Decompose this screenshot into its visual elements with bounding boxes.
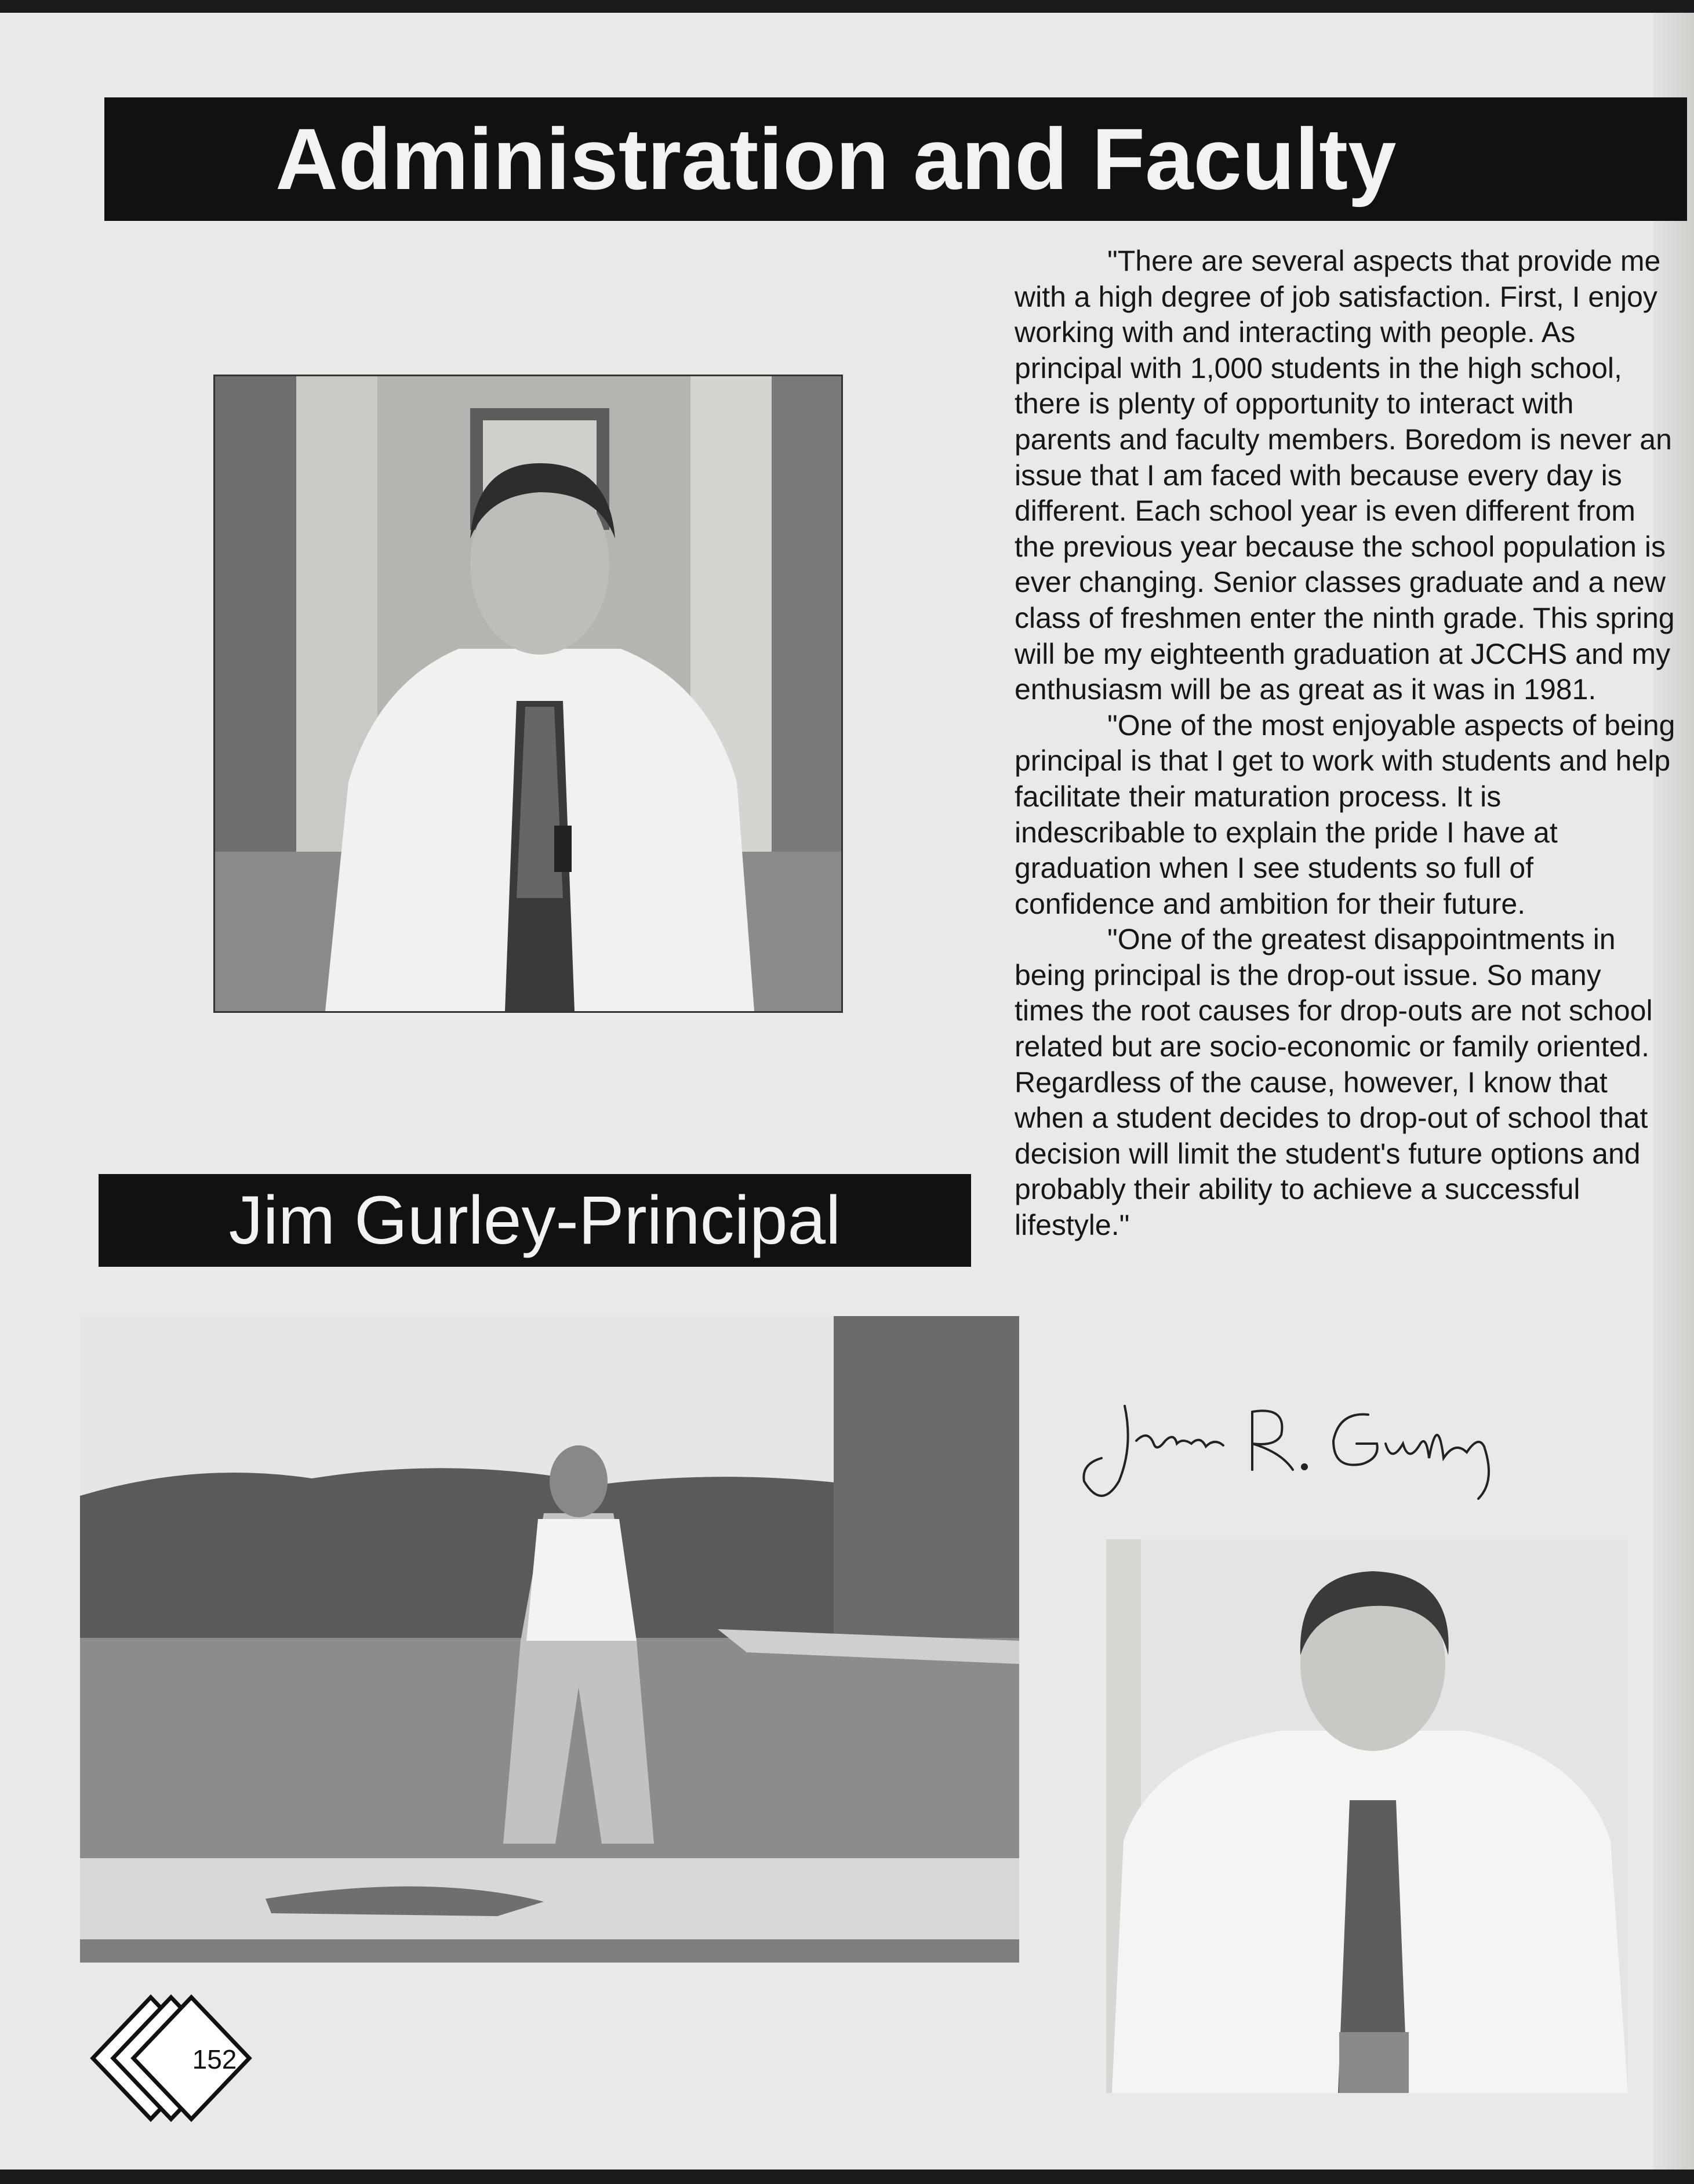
principal-portrait-photo [213,375,843,1013]
principal-name-caption: Jim Gurley-Principal [99,1174,971,1267]
signature-image [1078,1389,1554,1505]
page-title: Administration and Faculty [104,97,1687,221]
quote-paragraph: "One of the most enjoyable aspects of being principal is that I get to work with students and help facilitate their maturation process. It is indescribable to explain the pride I have at graduation when I see students so full of confidence and ambition for their future. [1015,708,1675,920]
quote-paragraph: "There are several aspects that provide me with a high degree of job satisfaction. First, I enjoy working with and interacting with people. As principal with 1,000 students in the high school, there is plenty of opportunity to interact with parents and faculty members. Boredom is never an issue that I am faced with because every day is different. Each school year is even different from the previous year because the school population is ever changing. Senior classes graduate and a new class of freshmen enter the ninth grade. This spring will be my eighteenth graduation at JCCHS and my enthusiasm will be as great as it was in 1981. [1015,245,1675,706]
principal-headshot-photo [1106,1539,1628,2093]
principal-outdoor-photo [80,1316,1019,1963]
quote-paragraph: "One of the greatest disappointments in being principal is the drop-out issue. So many times the root causes for drop-outs are not school related but are socio-economic or family oriented. Regardless of the cause, however, I know that when a student decides to drop-out of school that decision will limit the student's future options and probably their ability to achieve a successful lifestyle." [1015,923,1653,1242]
principal-quote [1015,244,1675,1244]
page-number: 152 [192,2044,237,2074]
